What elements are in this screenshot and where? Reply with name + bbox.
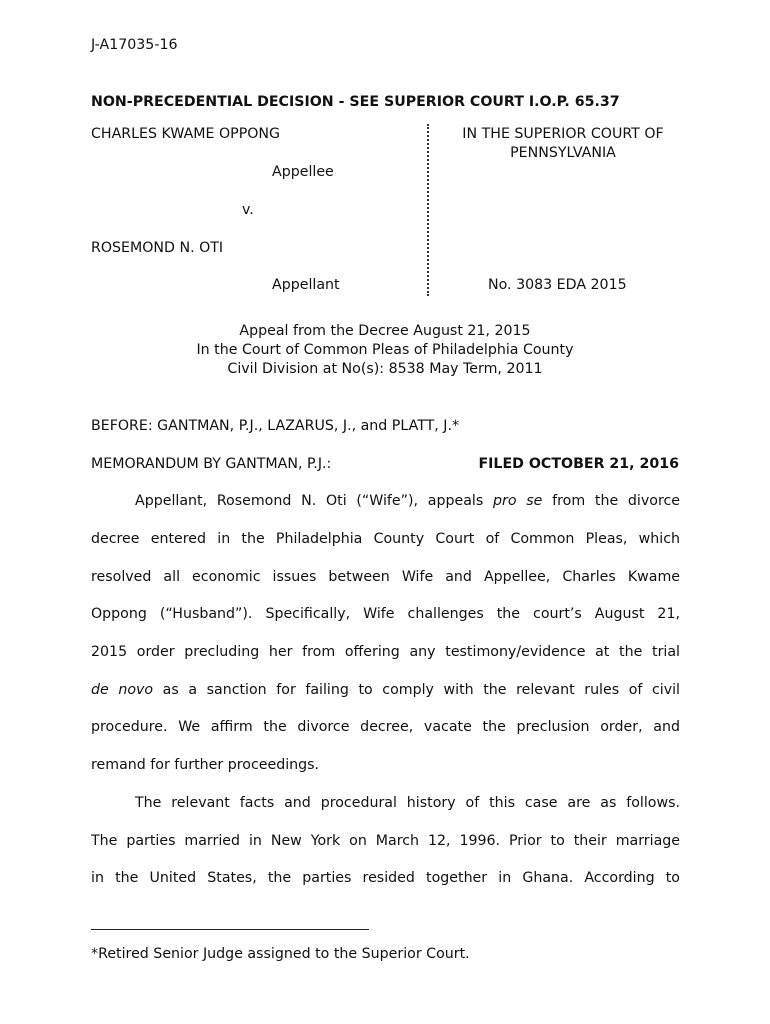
appeal-info-line3: Civil Division at No(s): 8538 May Term, 2011 xyxy=(227,361,543,377)
body-line: de novo as a sanction for failing to comply with the relevant rules of civil xyxy=(91,682,680,698)
body-line: procedure. We affirm the divorce decree, vacate the preclusion order, and xyxy=(91,719,680,735)
body-line: decree entered in the Philadelphia County Court of Common Pleas, which xyxy=(91,531,680,547)
case-number: No. 3083 EDA 2015 xyxy=(488,277,627,293)
memorandum-author: MEMORANDUM BY GANTMAN, P.J.: xyxy=(91,456,332,472)
versus-label: v. xyxy=(242,202,254,218)
appellant-role: Appellant xyxy=(272,277,340,293)
body-line: resolved all economic issues between Wife and Appellee, Charles Kwame xyxy=(91,569,680,585)
body-line: remand for further proceedings. xyxy=(91,757,320,773)
panel-line: BEFORE: GANTMAN, P.J., LAZARUS, J., and PLATT, J.* xyxy=(91,418,460,434)
appellee-role: Appellee xyxy=(272,164,334,180)
body-line: 2015 order precluding her from offering any testimony/evidence at the trial xyxy=(91,644,680,660)
caption-divider xyxy=(427,124,429,296)
footnote: *Retired Senior Judge assigned to the Superior Court. xyxy=(91,946,470,962)
appeal-info-line2: In the Court of Common Pleas of Philadelphia County xyxy=(196,342,574,358)
court-name-line1: IN THE SUPERIOR COURT OF xyxy=(462,126,664,142)
footnote-rule xyxy=(91,929,369,930)
body-line: The parties married in New York on March 12, 1996. Prior to their marriage xyxy=(91,833,680,849)
body-line: Appellant, Rosemond N. Oti (“Wife”), appeals pro se from the divorce xyxy=(135,493,680,509)
appellant-name: ROSEMOND N. OTI xyxy=(91,240,224,256)
non-precedential-banner: NON-PRECEDENTIAL DECISION - SEE SUPERIOR COURT I.O.P. 65.37 xyxy=(91,94,620,110)
body-line: Oppong (“Husband”). Specifically, Wife challenges the court’s August 21, xyxy=(91,606,680,622)
court-name-line2: PENNSYLVANIA xyxy=(510,145,616,161)
body-line: The relevant facts and procedural history of this case are as follows. xyxy=(135,795,680,811)
appeal-info-line1: Appeal from the Decree August 21, 2015 xyxy=(239,323,531,339)
filed-date: FILED OCTOBER 21, 2016 xyxy=(478,456,679,472)
body-line: in the United States, the parties resided together in Ghana. According to xyxy=(91,870,680,886)
docket-id: J-A17035-16 xyxy=(91,37,178,53)
appellee-name: CHARLES KWAME OPPONG xyxy=(91,126,281,142)
